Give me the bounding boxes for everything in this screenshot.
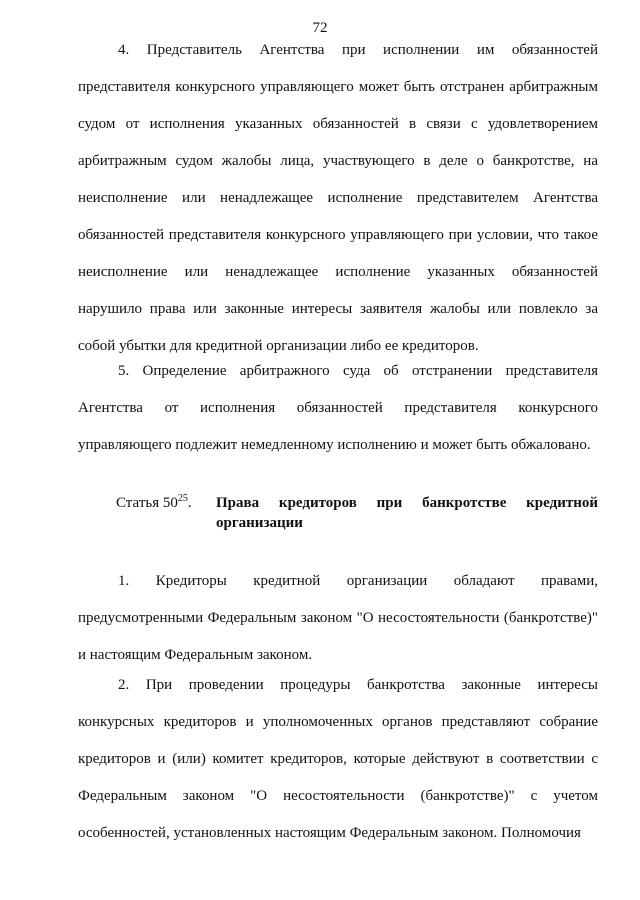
- paragraph-5: 5. Определение арбитражного суда об отстранении представителя Агентства от исполнения обязанностей представителя конкурсного управляющего подлежит немедленному исполнению и может быть обжаловано.: [78, 363, 598, 453]
- article-label: [116, 493, 192, 513]
- article-paragraph-1: 1. Кредиторы кредитной организации обладают правами, предусмотренными Федеральным законом "О несостоятельности (банкротстве)" и настоящим Федеральным законом.: [78, 573, 598, 663]
- article-number: Статья 50: [116, 495, 178, 511]
- article-title: Права кредиторов при банкротстве кредитной организации: [216, 495, 598, 531]
- paragraph-4: 4. Представитель Агентства при исполнении им обязанностей представителя конкурсного управляющего может быть отстранен арбитражным судом от исполнения указанных обязанностей в связи с удовлетворением арбитражным судом жалобы лица, участвующего в деле о банкротстве, на неисполнение или ненадлежащее исполнение представителем Агентства обязанностей представителя конкурсного управляющего при условии, что такое неисполнение или ненадлежащее исполнение указанных обязанностей нарушило права или законные интересы заявителя жалобы или повлекло за собой убытки для кредитной организации либо ее кредиторов.: [78, 42, 598, 354]
- article-label-suffix: .: [187, 495, 192, 511]
- article-number-superscript: 25: [177, 493, 188, 504]
- page-number: 72: [312, 20, 328, 36]
- article-paragraph-2: 2. При проведении процедуры банкротства законные интересы конкурсных кредиторов и уполномоченных органов представляют собрание кредиторов и (или) комитет кредиторов, которые действуют в соответствии с Федеральным законом "О несостоятельности (банкротстве)" с учетом особенностей, установленных настоящим Федеральным законом. Полномочия: [78, 677, 598, 841]
